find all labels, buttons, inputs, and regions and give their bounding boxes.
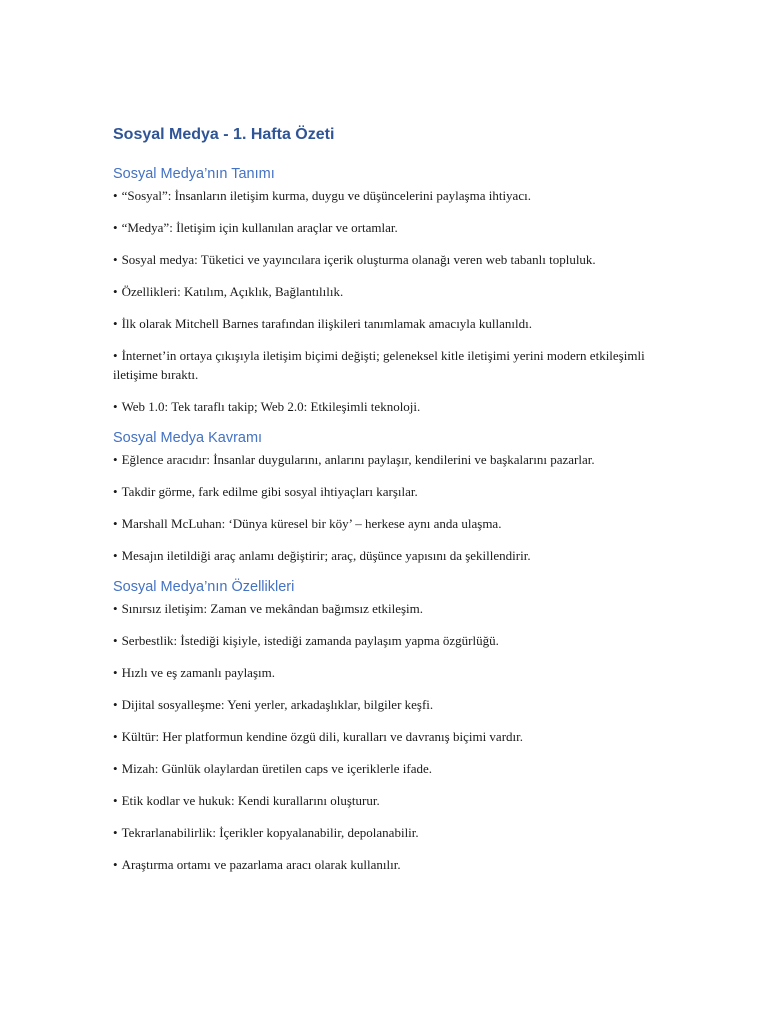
list-item — [113, 546, 673, 565]
list-item — [113, 250, 673, 269]
list-item — [113, 314, 673, 333]
list-item — [113, 514, 673, 533]
list-item — [113, 218, 673, 237]
bullet-icon: • — [113, 516, 118, 531]
list-item-text: İnternet’in ortaya çıkışıyla iletişim biçimi değişti; geleneksel kitle iletişimi yerini modern etkileşimli iletişime bıraktı. — [113, 348, 645, 382]
list-item-text: Kültür: Her platformun kendine özgü dili, kuralları ve davranış biçimi vardır. — [121, 729, 524, 744]
list-item-text: Sınırsız iletişim: Zaman ve mekândan bağımsız etkileşim. — [121, 601, 424, 616]
section-tanimi — [113, 164, 673, 416]
list-item-text: Eğlence aracıdır: İnsanlar duygularını, anlarını paylaşır, kendilerini ve başkalarını pazarlar. — [121, 452, 595, 467]
section-heading: Sosyal Medya’nın Özellikleri — [113, 579, 295, 595]
list-item-text: Tekrarlanabilirlik: İçerikler kopyalanabilir, depolanabilir. — [121, 825, 419, 840]
list-item — [113, 599, 673, 618]
list-item — [113, 482, 673, 501]
list-item-text: Mizah: Günlük olaylardan üretilen caps ve içeriklerle ifade. — [121, 761, 432, 776]
list-item-text: Özellikleri: Katılım, Açıklık, Bağlantılılık. — [121, 284, 344, 299]
bullet-list — [113, 450, 673, 565]
list-item-text: İlk olarak Mitchell Barnes tarafından ilişkileri tanımlamak amacıyla kullanıldı. — [121, 316, 533, 331]
bullet-icon: • — [113, 484, 118, 499]
bullet-icon: • — [113, 729, 118, 744]
list-item-text: Araştırma ortamı ve pazarlama aracı olarak kullanılır. — [121, 857, 401, 872]
bullet-list — [113, 186, 673, 416]
list-item-text: Marshall McLuhan: ‘Dünya küresel bir köy’ – herkese aynı anda ulaşma. — [121, 516, 502, 531]
bullet-icon: • — [113, 548, 118, 563]
bullet-icon: • — [113, 793, 118, 808]
bullet-icon: • — [113, 348, 118, 363]
list-item-text: Takdir görme, fark edilme gibi sosyal ihtiyaçları karşılar. — [121, 484, 418, 499]
list-item — [113, 397, 673, 416]
list-item-text: Serbestlik: İstediği kişiyle, istediği zamanda paylaşım yapma özgürlüğü. — [121, 633, 499, 648]
list-item — [113, 346, 673, 384]
list-item — [113, 759, 673, 778]
section-kavrami — [113, 428, 673, 565]
bullet-icon: • — [113, 633, 118, 648]
section-heading: Sosyal Medya Kavramı — [113, 430, 263, 446]
list-item — [113, 727, 673, 746]
list-item — [113, 855, 673, 874]
bullet-icon: • — [113, 452, 118, 467]
list-item-text: Sosyal medya: Tüketici ve yayıncılara içerik oluşturma olanağı veren web tabanlı topluluk. — [121, 252, 596, 267]
list-item — [113, 663, 673, 682]
bullet-icon: • — [113, 284, 118, 299]
list-item — [113, 791, 673, 810]
list-item — [113, 631, 673, 650]
bullet-icon: • — [113, 825, 118, 840]
bullet-icon: • — [113, 188, 118, 203]
list-item — [113, 450, 673, 469]
list-item — [113, 186, 673, 205]
bullet-icon: • — [113, 252, 118, 267]
bullet-icon: • — [113, 697, 118, 712]
document-body — [113, 124, 673, 886]
bullet-list — [113, 599, 673, 874]
bullet-icon: • — [113, 761, 118, 776]
list-item-text: “Medya”: İletişim için kullanılan araçlar ve ortamlar. — [121, 220, 398, 235]
list-item-text: Web 1.0: Tek taraflı takip; Web 2.0: Etkileşimli teknoloji. — [121, 399, 421, 414]
section-ozellikleri — [113, 577, 673, 874]
section-heading: Sosyal Medya’nın Tanımı — [113, 166, 275, 182]
list-item — [113, 695, 673, 714]
list-item-text: Etik kodlar ve hukuk: Kendi kurallarını oluşturur. — [121, 793, 380, 808]
list-item-text: Dijital sosyalleşme: Yeni yerler, arkadaşlıklar, bilgiler keşfi. — [121, 697, 434, 712]
list-item — [113, 823, 673, 842]
bullet-icon: • — [113, 220, 118, 235]
list-item-text: Hızlı ve eş zamanlı paylaşım. — [121, 665, 275, 680]
bullet-icon: • — [113, 316, 118, 331]
bullet-icon: • — [113, 399, 118, 414]
list-item-text: “Sosyal”: İnsanların iletişim kurma, duygu ve düşüncelerini paylaşma ihtiyacı. — [121, 188, 531, 203]
bullet-icon: • — [113, 857, 118, 872]
list-item-text: Mesajın iletildiği araç anlamı değiştirir; araç, düşünce yapısını da şekillendirir. — [121, 548, 531, 563]
document-title: Sosyal Medya - 1. Hafta Özeti — [113, 126, 335, 143]
list-item — [113, 282, 673, 301]
bullet-icon: • — [113, 665, 118, 680]
bullet-icon: • — [113, 601, 118, 616]
